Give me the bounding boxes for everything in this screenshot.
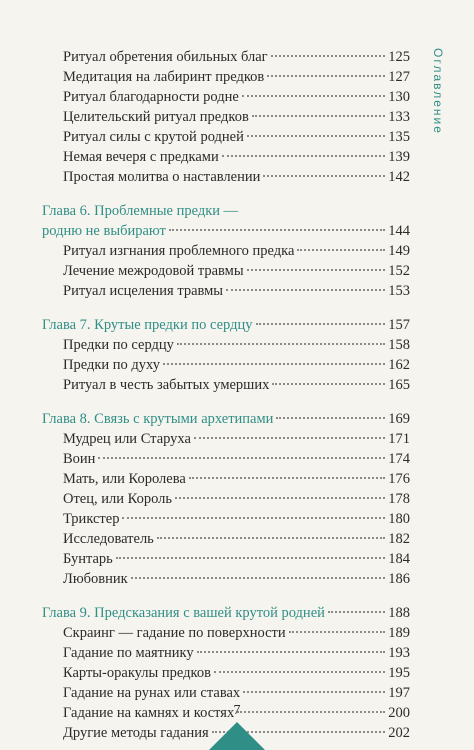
toc-entry[interactable]	[42, 355, 410, 375]
entry-title: Воин	[63, 451, 96, 467]
entry-title: Гадание по маятнику	[63, 645, 194, 661]
toc-entry[interactable]	[42, 569, 410, 589]
dot-leader	[157, 537, 385, 539]
entry-title: Отец, или Король	[63, 491, 172, 507]
page-number: 7	[233, 703, 241, 718]
toc-entry[interactable]	[42, 375, 410, 395]
chapter-heading-continued[interactable]	[42, 221, 410, 241]
chapter-title: родню не выбирают	[42, 223, 166, 239]
table-of-contents	[42, 47, 410, 743]
entry-page-number: 142	[388, 169, 410, 185]
dot-leader	[297, 249, 385, 251]
entry-page-number: 165	[388, 377, 410, 393]
dot-leader	[226, 289, 385, 291]
entry-title: Мать, или Королева	[63, 471, 186, 487]
entry-title: Предки по духу	[63, 357, 160, 373]
entry-page-number: 153	[388, 283, 410, 299]
section-gap	[42, 395, 410, 409]
dot-leader	[272, 383, 385, 385]
chapter-title: Глава 7. Крутые предки по сердцу	[42, 317, 253, 333]
entry-page-number: 149	[388, 243, 410, 259]
dot-leader	[242, 95, 385, 97]
dot-leader	[271, 55, 386, 57]
dot-leader	[263, 175, 385, 177]
chapter-heading[interactable]	[42, 315, 410, 335]
running-header-contents: Оглавление	[431, 48, 445, 135]
dot-leader	[222, 155, 386, 157]
entry-page-number: 162	[388, 357, 410, 373]
dot-leader	[194, 437, 385, 439]
entry-page-number: 174	[388, 451, 410, 467]
entry-title: Скраинг — гадание по поверхности	[63, 625, 286, 641]
chapter-title: Глава 8. Связь с крутыми архетипами	[42, 411, 274, 427]
entry-page-number: 180	[388, 511, 410, 527]
dot-leader	[169, 229, 385, 231]
entry-page-number: 130	[388, 89, 410, 105]
dot-leader	[267, 75, 385, 77]
dot-leader	[98, 457, 385, 459]
chapter-page-number: 169	[388, 411, 410, 427]
toc-entry[interactable]	[42, 509, 410, 529]
entry-title: Ритуал исцеления травмы	[63, 283, 224, 299]
entry-page-number: 125	[388, 49, 410, 65]
toc-entry[interactable]	[42, 549, 410, 569]
entry-title: Бунтарь	[63, 551, 113, 567]
entry-page-number: 186	[388, 571, 410, 587]
entry-page-number: 139	[388, 149, 410, 165]
chapter-heading[interactable]	[42, 603, 410, 623]
toc-entry[interactable]	[42, 147, 410, 167]
chapter-page-number: 157	[388, 317, 410, 333]
section-gap	[42, 301, 410, 315]
toc-entry[interactable]	[42, 261, 410, 281]
entry-title: Медитация на лабиринт предков	[63, 69, 265, 85]
chapter-page-number: 188	[388, 605, 410, 621]
dot-leader	[247, 269, 386, 271]
toc-entry[interactable]	[42, 623, 410, 643]
entry-title: Мудрец или Старуха	[63, 431, 191, 447]
entry-title: Предки по сердцу	[63, 337, 174, 353]
toc-entry[interactable]	[42, 107, 410, 127]
dot-leader	[256, 323, 386, 325]
dot-leader	[328, 611, 385, 613]
section-gap	[42, 589, 410, 603]
entry-page-number: 189	[388, 625, 410, 641]
toc-entry[interactable]	[42, 335, 410, 355]
entry-title: Трикстер	[63, 511, 120, 527]
entry-page-number: 182	[388, 531, 410, 547]
entry-title: Ритуал силы с крутой родней	[63, 129, 244, 145]
entry-title: Ритуал благодарности родне	[63, 89, 239, 105]
entry-page-number: 200	[388, 705, 410, 721]
chapter-heading[interactable]	[42, 201, 410, 221]
dot-leader	[189, 477, 385, 479]
entry-title: Ритуал в честь забытых умерших	[63, 377, 270, 393]
dot-leader	[247, 135, 385, 137]
entry-page-number: 176	[388, 471, 410, 487]
entry-page-number: 152	[388, 263, 410, 279]
dot-leader	[131, 577, 386, 579]
entry-page-number: 193	[388, 645, 410, 661]
toc-entry[interactable]	[42, 683, 410, 703]
entry-title: Любовник	[63, 571, 128, 587]
entry-title: Целительский ритуал предков	[63, 109, 249, 125]
entry-title: Простая молитва о наставлении	[63, 169, 261, 185]
entry-title: Лечение межродовой травмы	[63, 263, 244, 279]
dot-leader	[197, 651, 386, 653]
dot-leader	[116, 557, 385, 559]
toc-entry[interactable]	[42, 469, 410, 489]
entry-page-number: 171	[388, 431, 410, 447]
section-gap	[42, 187, 410, 201]
triangle-decoration-icon	[209, 722, 265, 750]
entry-title: Немая вечеря с предками	[63, 149, 219, 165]
toc-entry[interactable]	[42, 663, 410, 683]
entry-page-number: 135	[388, 129, 410, 145]
chapter-page-number: 144	[388, 223, 410, 239]
entry-title: Исследователь	[63, 531, 154, 547]
entry-page-number: 158	[388, 337, 410, 353]
entry-page-number: 195	[388, 665, 410, 681]
toc-entry[interactable]	[42, 449, 410, 469]
entry-title: Ритуал обретения обильных благ	[63, 49, 268, 65]
toc-entry[interactable]	[42, 241, 410, 261]
dot-leader	[252, 115, 385, 117]
dot-leader	[122, 517, 385, 519]
entry-page-number: 127	[388, 69, 410, 85]
toc-entry[interactable]	[42, 127, 410, 147]
toc-entry[interactable]	[42, 429, 410, 449]
entry-page-number: 202	[388, 725, 410, 741]
entry-page-number: 184	[388, 551, 410, 567]
toc-entry[interactable]	[42, 167, 410, 187]
toc-entry[interactable]	[42, 489, 410, 509]
dot-leader	[289, 631, 386, 633]
chapter-heading[interactable]	[42, 409, 410, 429]
dot-leader	[177, 343, 385, 345]
chapter-title: Глава 6. Проблемные предки —	[42, 203, 239, 219]
entry-page-number: 133	[388, 109, 410, 125]
dot-leader	[276, 417, 385, 419]
toc-entry[interactable]	[42, 281, 410, 301]
chapter-title: Глава 9. Предсказания с вашей крутой родней	[42, 605, 325, 621]
entry-title: Гадание на камнях и костях	[63, 705, 235, 721]
entry-title: Карты-оракулы предков	[63, 665, 211, 681]
entry-page-number: 197	[388, 685, 410, 701]
dot-leader	[163, 363, 385, 365]
dot-leader	[243, 691, 385, 693]
toc-entry[interactable]	[42, 87, 410, 107]
entry-page-number: 178	[388, 491, 410, 507]
toc-entry[interactable]	[42, 643, 410, 663]
toc-entry[interactable]	[42, 47, 410, 67]
entry-title: Другие методы гадания	[63, 725, 209, 741]
entry-title: Ритуал изгнания проблемного предка	[63, 243, 295, 259]
toc-entry[interactable]	[42, 67, 410, 87]
toc-entry[interactable]	[42, 529, 410, 549]
dot-leader	[214, 671, 385, 673]
dot-leader	[175, 497, 385, 499]
entry-title: Гадание на рунах или ставах	[63, 685, 241, 701]
